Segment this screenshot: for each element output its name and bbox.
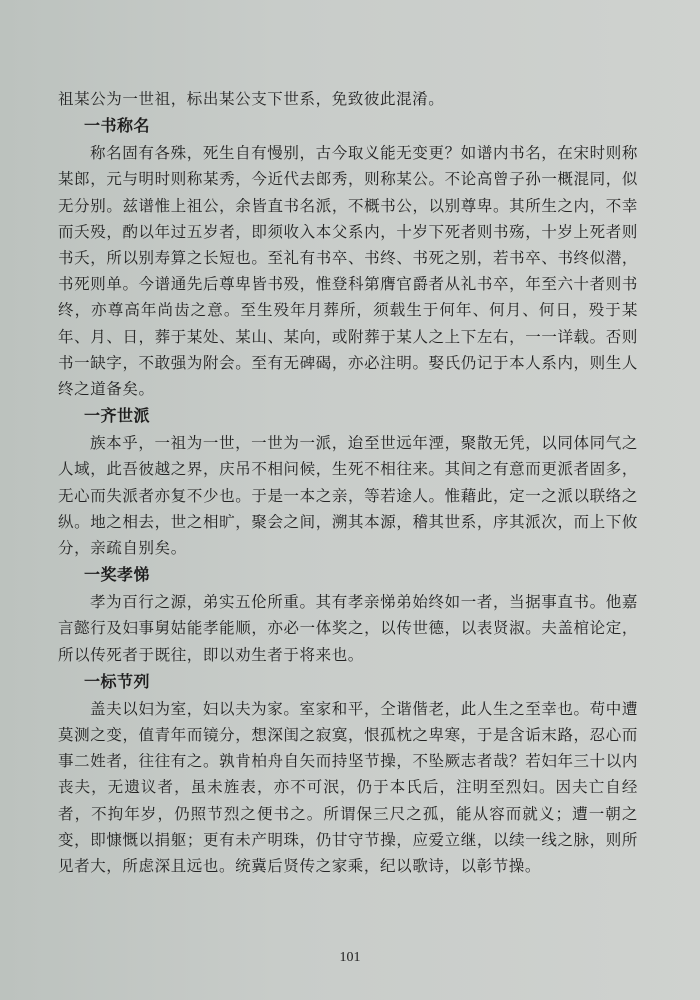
paragraph-generation-names: 族本乎，一祖为一世，一世为一派，迨至世远年湮，聚散无凭，以同体同气之人域，此吾彼越之界，庆吊不相问候，生死不相往来。其间之有意而更派者固多，无心而失派者亦复不少也。于是一本之亲，等若途人。惟藉此，定一之派以联络之纵。地之相去，世之相旷，聚会之间，溯其本源，稽其世系，序其派次，而上下攸分，亲疏自别矣。 [58,434,638,558]
page-number: 101 [339,950,361,965]
heading-generation-names: 一齐世派 [84,406,151,426]
heading-chastity: 一标节列 [84,671,151,691]
paragraph-continuation: 祖某公为一世祖，标出某公支下世系，免致彼此混淆。 [58,90,445,108]
paragraph-chastity: 盖夫以妇为室，妇以夫为家。室家和平，仝谐偕老，此人生之至幸也。苟中遭莫测之变，值青年而镜分，想深闺之寂寞，恨孤枕之卑寒，于是含诟末路，忍心而事二姓者，往往有之。孰肯柏舟自矢而持坚节操，不坠厥志者哉？若妇年三十以内丧夫，无遗议者，虽未旌表，亦不可泯，仍于本氏后，注明至烈妇。因夫亡自经者，不拘年岁，仍照节烈之便书之。所谓保三尺之孤，能从容而就义；遭一朝之变，即慷慨以捐躯；更有未产明珠，仍甘守节操，应爱立继，以续一线之脉，则所见者大，所虑深且远也。统冀后贤传之家乘，纪以歌诗，以彰节操。 [58,699,638,876]
paragraph-name-rules: 称名固有各殊，死生自有慢别，古今取义能无变更？如谱内书名，在宋时则称某郎，元与明时则称某秀，今近代去郎秀，则称某公。不论高曾子孙一概混同，似无分别。兹谱惟上祖公，余皆直书名派，不概书公，以别尊卑。其所生之内，不幸而夭殁，酌以年过五岁者，即须收入本父系内，十岁下死者则书殇，十岁上死者则书夭，所以别寿算之长短也。至礼有书卒、书终、书死之别，若书卒、书终似潜，书死则单。今谱通先后尊卑皆书殁，惟登科第膺官爵者从礼书卒，年至六十者则书终，亦尊高年尚齿之意。至生殁年月葬所，须载生于何年、何月、何日，殁于某年、月、日，葬于某处、某山、某向，或附葬于某人之上下左右，一一详载。否则书一缺字，不敢强为附会。至有无碑碣，亦必注明。娶氏仍记于本人系内，则生人终之道备矣。 [58,144,638,399]
paragraph-filial-piety: 孝为百行之源，弟实五伦所重。其有孝亲悌弟始终如一者，当据事直书。他嘉言懿行及妇事舅姑能孝能顺，亦必一体奖之，以传世德，以表贤淑。夫盖棺论定，所以传死者于既往，即以劝生者于将来也。 [58,593,638,664]
heading-name-rules: 一书称名 [84,116,151,136]
heading-filial-piety: 一奖孝悌 [84,565,151,585]
page-content [58,86,638,879]
